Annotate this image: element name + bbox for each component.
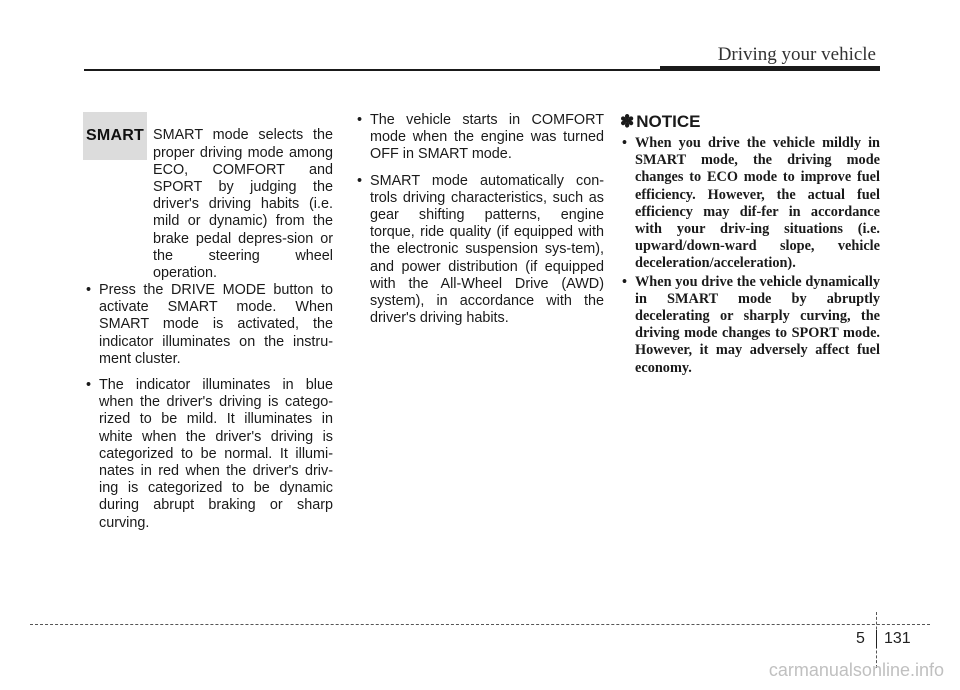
page-number: 131 (884, 630, 911, 647)
chapter-number: 5 (856, 630, 865, 647)
left-bullet-list (84, 282, 333, 532)
section-title: Driving your vehicle (717, 44, 876, 65)
list-item: • The vehicle starts in COMFORT mode when the engine was turned OFF in SMART mode. (355, 112, 604, 164)
column-middle (355, 112, 604, 336)
notice-heading (620, 112, 880, 132)
middle-bullet-list (355, 112, 604, 327)
notice-star-icon: ✽ (620, 112, 635, 131)
watermark: carmanualsonline.info (768, 660, 944, 680)
column-left (84, 282, 333, 541)
list-item: • Press the DRIVE MODE button to activate SMART mode. When SMART mode is activated, the indicator illuminates on the instru-ment cluster. (84, 282, 333, 368)
smart-mode-badge: SMART (83, 112, 147, 160)
intro-paragraph: SMART mode selects the proper driving mode among ECO, COMFORT and SPORT by judging the driver's driving habits (i.e. mild or dynamic) from the brake pedal depres-sion or the steering wheel operation. (153, 127, 333, 282)
notice-heading-label: NOTICE (636, 112, 701, 131)
notice-item: • When you drive the vehicle dynamically in SMART mode by abruptly decelerating or sharply curving, the driving mode changes to SPORT mode. However, it may adversely affect fuel economy. (620, 274, 880, 377)
notice-list (620, 135, 880, 377)
notice-box (620, 112, 880, 378)
header-rule-accent (660, 66, 880, 71)
footer-dashed-rule (30, 624, 930, 625)
list-item: • SMART mode automatically con-trols driving characteristics, such as gear shifting patterns, engine torque, ride quality (if equipped with the electronic suspension sys-tem), and power distribution (if equipped with the All-Wheel Drive (AWD) system), in accordance with the driver's driving habits. (355, 173, 604, 328)
page-number-separator (876, 630, 877, 648)
notice-item: • When you drive the vehicle mildly in SMART mode, the driving mode changes to ECO mode to improve fuel efficiency. However, the actual fuel efficiency may dif-fer in accordance with your driv-ing situations (i.e. upward/down-ward slope, vehicle deceleration/acceleration). (620, 135, 880, 273)
list-item: • The indicator illuminates in blue when the driver's driving is catego-rized to be mild. It illuminates in white when the driver's driving is categorized to be normal. It illumi-nates in red when the driver's driv-ing is categorized to be dynamic during abrupt braking or sharp curving. (84, 377, 333, 532)
